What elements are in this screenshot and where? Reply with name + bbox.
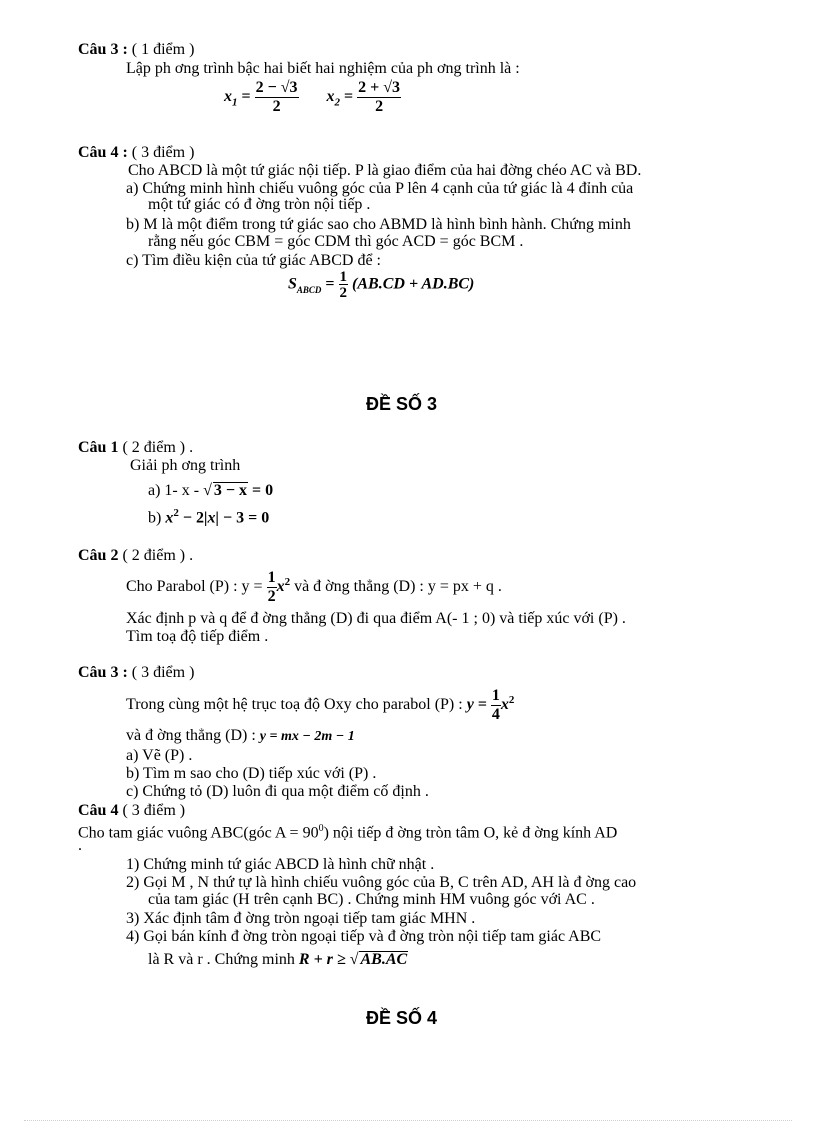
cau3-roots: $x_1$ = $\frac{2 - √3}{2}$ $x_2$ = $\frac{2 + √3}{2}$ xyxy=(224,79,401,115)
cau4-intro: Cho ABCD là một tứ giác nội tiếp. P là giao điểm của hai đờng chéo AC và BD. xyxy=(128,162,642,179)
cau4-a-line2: một tứ giác có đ ờng tròn nội tiếp . xyxy=(148,196,371,213)
cau4-title: Câu 4 : ( 3 điểm ) xyxy=(78,144,195,161)
de3-cau3-line2: và đ ờng thẳng (D) : y = mx − 2m − 1 xyxy=(126,727,355,744)
de3-cau4-item3: 3) Xác định tâm đ ờng tròn ngoại tiếp tam giác MHN . xyxy=(126,910,476,927)
de3-cau1-title: Câu 1 ( 2 điểm ) . xyxy=(78,439,194,456)
de3-cau3-title: Câu 3 : ( 3 điểm ) xyxy=(78,664,195,681)
page-bottom-divider xyxy=(24,1120,792,1121)
de3-cau4-item2-line1: 2) Gọi M , N thứ tự là hình chiếu vuông góc của B, C trên AD, AH là đ ờng cao xyxy=(126,874,637,891)
de3-cau1-b: b) $x^2 - 2|x| - 3 = 0$ xyxy=(148,507,270,527)
de3-cau3-line1: Trong cùng một hệ trục toạ độ Oxy cho parabol (P) : y = $\frac{1}{4}$ $x^2$ xyxy=(126,687,515,723)
de3-cau2-line1: Cho Parabol (P) : y = $\frac{1}{2}$ $x^2$ và đ ờng thẳng (D) : y = px + q . xyxy=(126,569,502,605)
de3-cau4-item2-line2: của tam giác (H trên cạnh BC) . Chứng minh HM vuông góc với AC . xyxy=(148,891,595,908)
cau3-task: Lập ph ơng trình bậc hai biết hai nghiệm của ph ơng trình là : xyxy=(126,60,520,77)
de3-cau2-title: Câu 2 ( 2 điểm ) . xyxy=(78,547,194,564)
de3-cau4-line1: Cho tam giác vuông ABC(góc $A = 90^0$) nội tiếp đ ờng tròn tâm O, kẻ đ ờng kính AD xyxy=(78,823,618,842)
de3-cau1-a: a) 1- x - √ 3 − x = 0 xyxy=(148,482,274,499)
cau4-b-line1: b) M là một điểm trong tứ giác sao cho ABMD là hình bình hành. Chứng minh xyxy=(126,216,631,233)
de3-cau4-item1: 1) Chứng minh tứ giác ABCD là hình chữ nhật . xyxy=(126,856,435,873)
de3-cau2-line2: Xác định p và q để đ ờng thẳng (D) đi qua điểm A(- 1 ; 0) và tiếp xúc với (P) . xyxy=(126,610,626,627)
cau4-formula: $S_{ABCD}$ = $\frac{1}{2}$ (AB.CD + AD.BC) xyxy=(288,269,475,301)
de3-cau3-b: b) Tìm m sao cho (D) tiếp xúc với (P) . xyxy=(126,765,377,782)
de3-cau1-task: Giải ph ơng trình xyxy=(130,457,241,474)
de3-cau3-a: a) Vẽ (P) . xyxy=(126,747,193,764)
de3-cau4-dot: . xyxy=(78,837,82,854)
de4-heading: ĐỀ SỐ 4 xyxy=(366,1008,438,1028)
de3-heading: ĐỀ SỐ 3 xyxy=(366,394,438,414)
cau4-a-line1: a) Chứng minh hình chiếu vuông góc của P lên 4 cạnh của tứ giác là 4 đỉnh của xyxy=(126,180,634,197)
cau4-b-line2: rằng nếu góc CBM = góc CDM thì góc ACD = góc BCM . xyxy=(148,233,524,250)
cau4-c-line: c) Tìm điều kiện của tứ giác ABCD để : xyxy=(126,252,381,269)
de3-cau2-line3: Tìm toạ độ tiếp điểm . xyxy=(126,628,269,645)
de3-cau4-title: Câu 4 ( 3 điểm ) xyxy=(78,802,186,819)
de3-cau4-item4-line2: là R và r . Chứng minh R + r ≥ √ AB.AC xyxy=(148,951,408,968)
cau3-title: Câu 3 : ( 1 điểm ) xyxy=(78,41,195,58)
de3-cau4-item4-line1: 4) Gọi bán kính đ ờng tròn ngoại tiếp và đ ờng tròn nội tiếp tam giác ABC xyxy=(126,928,602,945)
de3-cau3-c: c) Chứng tỏ (D) luôn đi qua một điểm cố định . xyxy=(126,783,429,800)
